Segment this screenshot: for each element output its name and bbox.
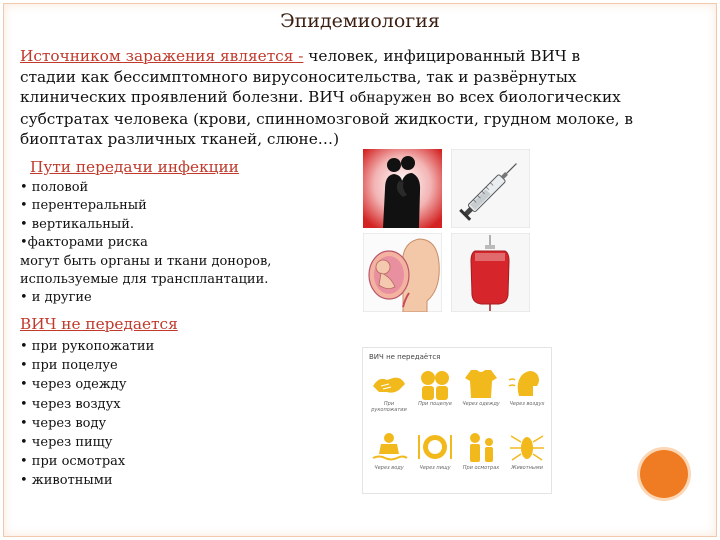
- list-item: •факторами риска: [20, 235, 148, 251]
- not-transmitted-list: [20, 337, 154, 491]
- insect-icon: [507, 430, 547, 464]
- caption: При осмотрах: [462, 465, 500, 471]
- air-icon: [507, 366, 547, 400]
- transmission-heading: Пути передачи инфекции: [30, 158, 239, 176]
- caption: Через воздух: [509, 401, 545, 407]
- list-item: • через одежду: [20, 377, 127, 393]
- transmission-list: [20, 179, 271, 308]
- caption: Через воду: [374, 465, 404, 471]
- caption: При рукопожатии: [371, 401, 407, 413]
- slide-title: Эпидемиология: [280, 10, 440, 32]
- food-icon: [415, 430, 455, 464]
- not-transmitted-heading: ВИЧ не передается: [20, 315, 178, 333]
- caption: Через пищу: [419, 465, 451, 471]
- list-item: • вертикальный.: [20, 216, 135, 232]
- not-transmitted-panel: [362, 347, 552, 494]
- list-item: • половой: [20, 180, 89, 195]
- list-item: • при поцелуе: [20, 358, 118, 374]
- intro-line4: субстратах человека (крови, спинномозговой жидкости, грудном молоке, в: [20, 109, 634, 128]
- list-item: используемые для трансплантации.: [20, 271, 269, 287]
- panel-title: ВИЧ не передаётся: [369, 353, 441, 361]
- kiss-icon: [415, 366, 455, 400]
- decorative-circle: [640, 450, 688, 498]
- list-item: • и другие: [20, 290, 92, 306]
- intro-line3a: клинических проявлений болезни. ВИЧ: [20, 88, 350, 106]
- pregnancy-icon: [363, 233, 442, 312]
- syringe-icon: [451, 149, 530, 228]
- handshake-icon: [369, 366, 409, 400]
- caption: Животными: [511, 465, 543, 471]
- intro-lead: Источником заражения является -: [20, 47, 304, 65]
- couple-silhouette-icon: [363, 149, 442, 228]
- caption: Через одежду: [462, 401, 500, 407]
- intro-line2: стадии как бессимптомного вирусоносительства, так и развёрнутых: [20, 67, 577, 86]
- intro-line3b: обнаружен: [349, 90, 432, 106]
- exam-icon: [461, 430, 501, 464]
- list-item: • при осмотрах: [20, 454, 126, 470]
- intro-line1: человек, инфицированный ВИЧ в: [303, 47, 581, 65]
- list-item: • при рукопожатии: [20, 339, 155, 354]
- caption: При поцелуе: [418, 401, 452, 407]
- list-item: • через пищу: [20, 434, 113, 450]
- clothes-icon: [461, 366, 501, 400]
- list-item: • перентеральный: [20, 198, 147, 214]
- intro-line3c: во всех биологических: [431, 88, 621, 106]
- intro-paragraph: [20, 46, 685, 150]
- list-item: • животными: [20, 473, 113, 489]
- list-item: • через воздух: [20, 396, 121, 412]
- list-item: могут быть органы и ткани доноров,: [20, 253, 272, 269]
- blood-bag-icon: [451, 233, 530, 312]
- list-item: • через воду: [20, 415, 107, 431]
- water-icon: [369, 430, 409, 464]
- intro-line5: биоптатах различных тканей, слюне…): [20, 130, 340, 148]
